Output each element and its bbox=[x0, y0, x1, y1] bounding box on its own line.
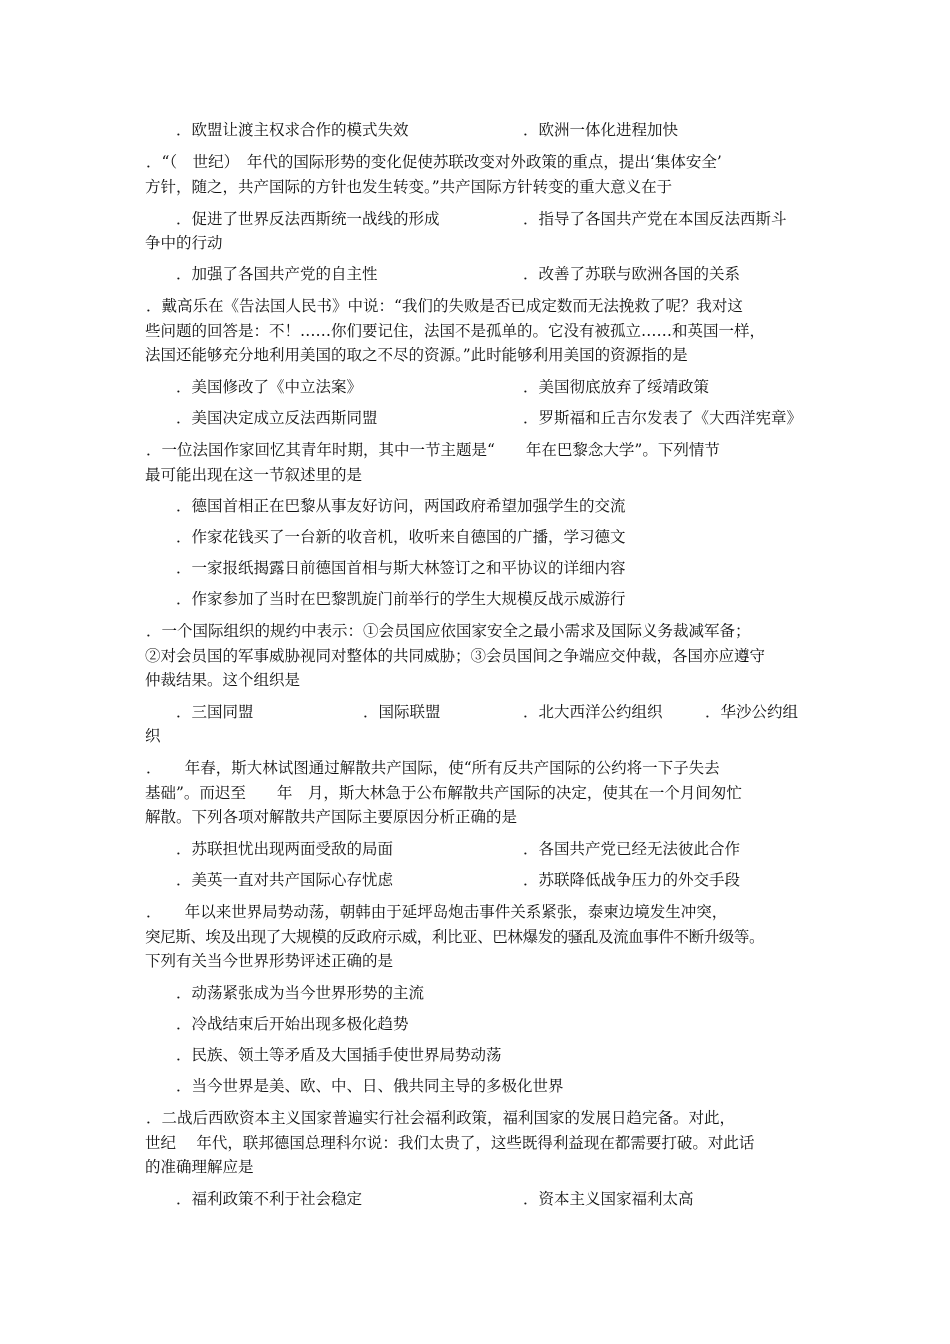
option-a: ．福利政策不利于社会稳定 bbox=[176, 1190, 363, 1208]
question-stem: 解散。下列各项对解散共产国际主要原因分析正确的是 bbox=[145, 808, 518, 826]
question-stem: ． 年以来世界局势动荡，朝韩由于延坪岛炮击事件关系紧张，泰柬边境发生冲突， bbox=[146, 903, 728, 921]
option-a: ．苏联担忧出现两面受敌的局面 bbox=[176, 840, 394, 858]
option-d: ．当今世界是美、欧、中、日、俄共同主导的多极化世界 bbox=[176, 1077, 564, 1095]
option-b: ．冷战结束后开始出现多极化趋势 bbox=[176, 1015, 409, 1033]
option-b-continued: 争中的行动 bbox=[145, 234, 223, 252]
option-d: ．改善了苏联与欧洲各国的关系 bbox=[523, 265, 741, 283]
option-d: ．罗斯福和丘吉尔发表了《大西洋宪章》 bbox=[523, 409, 803, 427]
question-stem: 仲裁结果。这个组织是 bbox=[145, 671, 301, 689]
question-stem: 些问题的回答是：不！……你们要记住，法国不是孤单的。它没有被孤立……和英国一样， bbox=[145, 322, 766, 340]
option-c: ．一家报纸揭露日前德国首相与斯大林签订之和平协议的详细内容 bbox=[176, 559, 626, 577]
option-c: ．加强了各国共产党的自主性 bbox=[176, 265, 378, 283]
option-a: ．美国修改了《中立法案》 bbox=[176, 378, 363, 396]
option-b: ．作家花钱买了一台新的收音机，收听来自德国的广播，学习德文 bbox=[176, 528, 626, 546]
option-d: ．作家参加了当时在巴黎凯旋门前举行的学生大规模反战示威游行 bbox=[176, 590, 626, 608]
option-b: ．国际联盟 bbox=[363, 703, 441, 721]
option-c: ．美英一直对共产国际心存忧虑 bbox=[176, 871, 394, 889]
question-stem: 突尼斯、埃及出现了大规模的反政府示威，利比亚、巴林爆发的骚乱及流血事件不断升级等。 bbox=[145, 928, 765, 946]
option-b: ．美国彻底放弃了绥靖政策 bbox=[523, 378, 710, 396]
question-stem: ．一位法国作家回忆其青年时期，其中一节主题是“ 年在巴黎念大学”。下列情节 bbox=[146, 441, 720, 459]
question-stem: ．戴高乐在《告法国人民书》中说：“我们的失败是否已成定数而无法挽救了呢？我对这 bbox=[146, 297, 743, 315]
question-stem: ．“（ 世纪） 年代的国际形势的变化促使苏联改变对外政策的重点，提出‘集体安全’ bbox=[146, 153, 722, 171]
option-b: ．各国共产党已经无法彼此合作 bbox=[523, 840, 741, 858]
option-c: ．北大西洋公约组织 bbox=[523, 703, 663, 721]
option-a: ．欧盟让渡主权求合作的模式失效 bbox=[176, 121, 409, 139]
option-b: ．欧洲一体化进程加快 bbox=[523, 121, 679, 139]
question-stem: 法国还能够充分地利用美国的取之不尽的资源。”此时能够利用美国的资源指的是 bbox=[145, 346, 688, 364]
option-a: ．动荡紧张成为当今世界形势的主流 bbox=[176, 984, 425, 1002]
option-d: ．华沙公约组 bbox=[705, 703, 799, 721]
option-a: ．德国首相正在巴黎从事友好访问，两国政府希望加强学生的交流 bbox=[176, 497, 626, 515]
option-d: ．苏联降低战争压力的外交手段 bbox=[523, 871, 741, 889]
question-stem: ．二战后西欧资本主义国家普遍实行社会福利政策，福利国家的发展日趋完备。对此， bbox=[146, 1109, 736, 1127]
question-stem: ．一个国际组织的规约中表示：①会员国应依国家安全之最小需求及国际义务裁减军备； bbox=[146, 622, 751, 640]
question-stem: 方针，随之，共产国际的方针也发生转变。”共产国际方针转变的重大意义在于 bbox=[145, 178, 673, 196]
question-stem: 的准确理解应是 bbox=[145, 1158, 254, 1176]
question-stem: 基础”。而迟至 年 月，斯大林急于公布解散共产国际的决定，使其在一个月间匆忙 bbox=[145, 784, 742, 802]
question-stem: ②对会员国的军事威胁视同对整体的共同威胁；③会员国间之争端应交仲裁，各国亦应遵守 bbox=[145, 647, 766, 665]
option-b: ．指导了各国共产党在本国反法西斯斗 bbox=[523, 210, 787, 228]
option-a: ．促进了世界反法西斯统一战线的形成 bbox=[176, 210, 440, 228]
question-stem: 最可能出现在这一节叙述里的是 bbox=[145, 466, 363, 484]
option-b: ．资本主义国家福利太高 bbox=[523, 1190, 694, 1208]
option-c: ．美国决定成立反法西斯同盟 bbox=[176, 409, 378, 427]
option-c: ．民族、领土等矛盾及大国插手使世界局势动荡 bbox=[176, 1046, 502, 1064]
question-stem: 世纪 年代，联邦德国总理科尔说：我们太贵了，这些既得利益现在都需要打破。对此话 bbox=[145, 1134, 755, 1152]
option-a: ．三国同盟 bbox=[176, 703, 254, 721]
question-stem: ． 年春，斯大林试图通过解散共产国际，使“所有反共产国际的公约将一下子失去 bbox=[146, 759, 720, 777]
option-d-continued: 织 bbox=[145, 727, 161, 745]
question-stem: 下列有关当今世界形势评述正确的是 bbox=[145, 952, 394, 970]
